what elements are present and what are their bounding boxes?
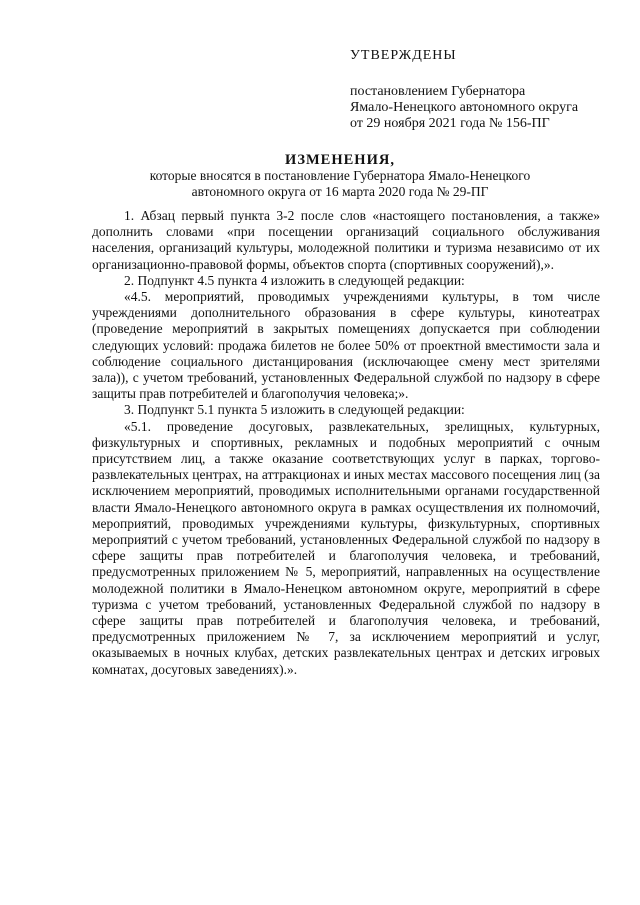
approval-line-3: от 29 ноября 2021 года № 156-ПГ (350, 116, 550, 131)
document-title (92, 152, 588, 200)
paragraph-1: 1. Абзац первый пункта 3-2 после слов «настоящего постановления, а также» дополнить словами «при посещении организаций социального обслуживания населения, организаций культуры, молодежной политики и туризма независимо от их организационно-правовой формы, объектов спорта (спортивных сооружений),». (92, 208, 600, 272)
approval-line-2: Ямало-Ненецкого автономного округа (350, 100, 579, 115)
title-line-1: которые вносятся в постановление Губернатора Ямало-Ненецкого (149, 168, 531, 183)
paragraph-2: 2. Подпункт 4.5 пункта 4 изложить в следующей редакции: (124, 272, 465, 288)
paragraph-5: «5.1. проведение досуговых, развлекательных, зрелищных, культурных, физкультурных и спортивных, рекламных и подобных мероприятий с очным присутствием лиц, а также оказание соответствующих услуг в парках, торгово-развлекательных центрах, на аттракционах и иных местах массового посещения лиц (за исключением мероприятий, проводимых исполнительными органами государственной власти Ямало-Ненецкого автономного округа в рамках осуществления их полномочий, мероприятий, проводимых учреждениями культуры, физкультурных, спортивных мероприятий с учетом требований, установленных Федеральной службой по надзору в сфере защиты прав потребителей и благополучия человека, и требований, предусмотренных приложением № 5, мероприятий, направленных на осуществление молодежной политики в Ямало-Ненецком автономном округе, мероприятий в сфере туризма с учетом требований, установленных Федеральной службой по надзору в сфере защиты прав потребителей и благополучия человека, и требований, предусмотренных приложением № 7, за исключением мероприятий и услуг, оказываемых в ночных клубах, детских развлекательных центрах и детских игровых комнатах, досуговых заведениях).». (92, 418, 600, 677)
approval-block (350, 48, 610, 132)
paragraph-3: «4.5. мероприятий, проводимых учреждениями культуры, в том числе учреждениями дополнительного образования в сфере культуры, кинотеатрах (проведение мероприятий в закрытых помещениях допускается при соблюдении следующих условий: продажа билетов не более 50% от проектной вместимости зала и соблюдение социального дистанцирования (исключающее смену мест зрителями зала)), с учетом требований, установленных Федеральной службой по надзору в сфере защиты прав потребителей и благополучия человека;». (92, 289, 600, 402)
title-main: ИЗМЕНЕНИЯ, (285, 152, 395, 168)
approval-line-1: постановлением Губернатора (350, 84, 526, 99)
approval-heading: УТВЕРЖДЕНЫ (350, 48, 457, 63)
title-line-2: автономного округа от 16 марта 2020 года № 29-ПГ (191, 184, 489, 199)
document-body (92, 208, 600, 678)
paragraph-4: 3. Подпункт 5.1 пункта 5 изложить в следующей редакции: (124, 402, 465, 418)
